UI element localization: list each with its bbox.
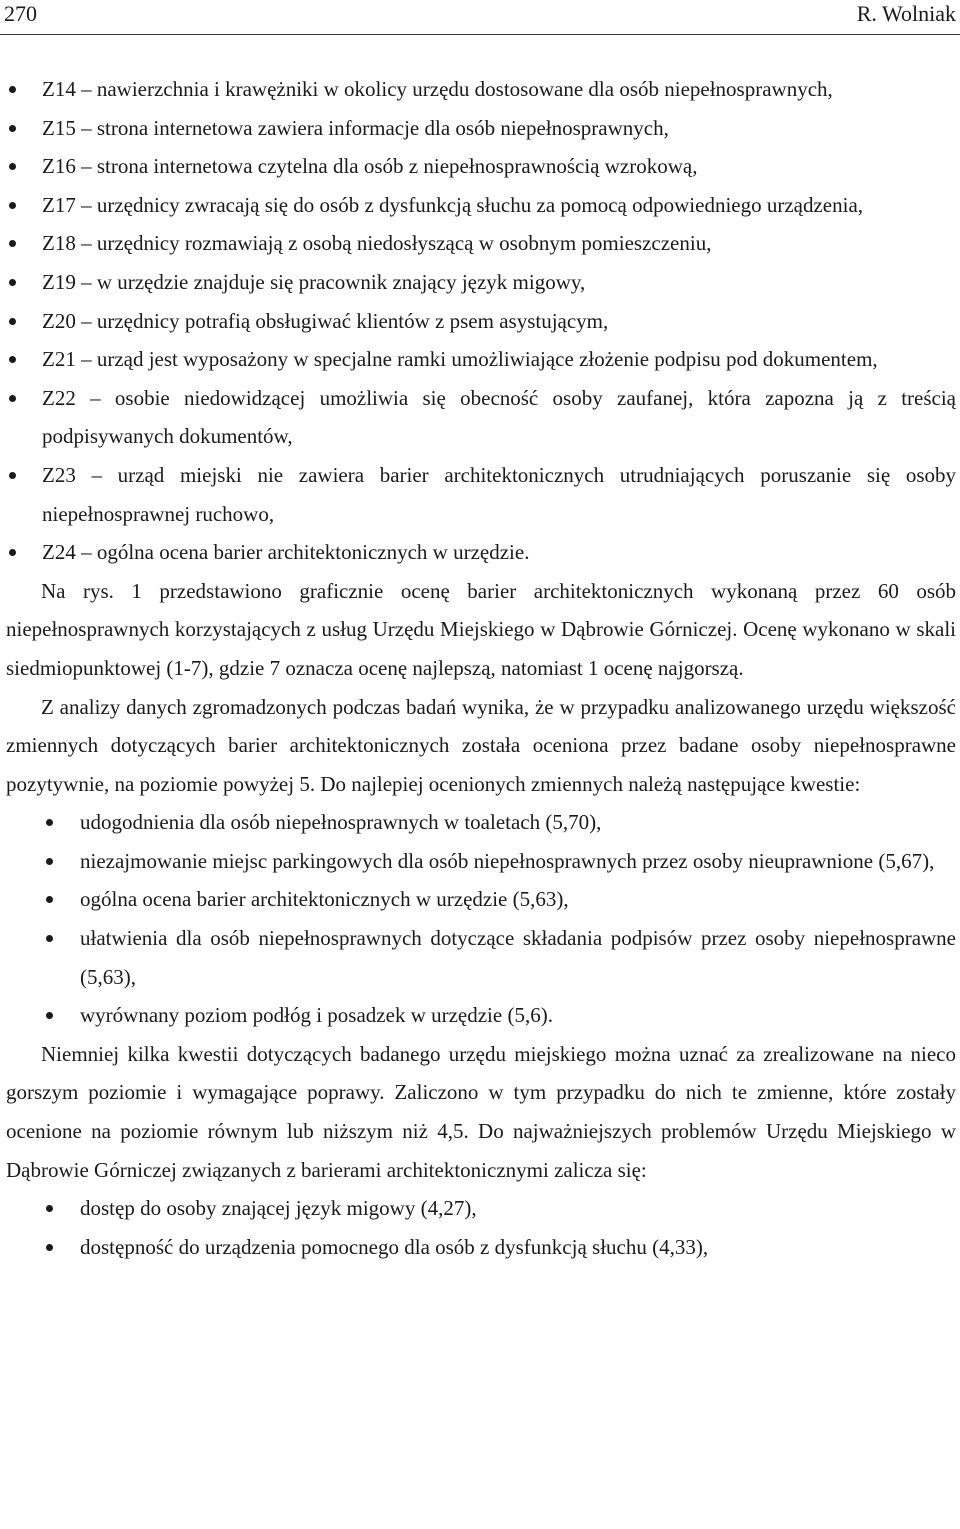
- body-paragraph: Niemniej kilka kwestii dotyczących badanego urzędu miejskiego można uznać za zrealizowane na nieco gorszym poziomie i wymagające poprawy. Zaliczono w tym przypadku do nich te zmienne, które zostały ocenione na poziomie równym lub niższym niż 4,5. Do najważniejszych problemów Urzędu Miejskiego w Dąbrowie Górniczej związanych z barierami architektonicznymi zalicza się:: [6, 1041, 956, 1182]
- list-item: dostępność do urządzenia pomocnego dla osób z dysfunkcją słuchu (4,33),: [6, 1228, 956, 1267]
- body-paragraph: Na rys. 1 przedstawiono graficznie ocenę barier architektonicznych wykonaną przez 60 osób niepełnosprawnych korzystających z usług Urzędu Miejskiego w Dąbrowie Górniczej. Ocenę wykonano w skali siedmiopunktowej (1-7), gdzie 7 oznacza ocenę najlepszą, natomiast 1 ocenę najgorszą.: [6, 578, 956, 680]
- list-item: Z17 – urzędnicy zwracają się do osób z dysfunkcją słuchu za pomocą odpowiedniego urządzenia,: [6, 186, 956, 225]
- list-item: niezajmowanie miejsc parkingowych dla osób niepełnosprawnych przez osoby nieuprawnione (5,67),: [6, 842, 956, 881]
- list-item: udogodnienia dla osób niepełnosprawnych w toaletach (5,70),: [6, 803, 956, 842]
- list-item: Z16 – strona internetowa czytelna dla osób z niepełnosprawnością wzrokową,: [6, 147, 956, 186]
- best-rated-list: [6, 803, 956, 1035]
- page-header: [0, 0, 960, 35]
- list-item: Z24 – ogólna ocena barier architektonicznych w urzędzie.: [6, 533, 956, 572]
- list-item: ogólna ocena barier architektonicznych w urzędzie (5,63),: [6, 880, 956, 919]
- list-item: dostęp do osoby znającej język migowy (4,27),: [6, 1189, 956, 1228]
- body-paragraph: Z analizy danych zgromadzonych podczas badań wynika, że w przypadku analizowanego urzędu większość zmiennych dotyczących barier architektonicznych została oceniona przez badane osoby niepełnosprawne pozytywnie, na poziomie powyżej 5. Do najlepiej ocenionych zmiennych należą następujące kwestie:: [6, 694, 956, 796]
- list-item: Z20 – urzędnicy potrafią obsługiwać klientów z psem asystującym,: [6, 302, 956, 341]
- page-number: 270: [4, 1, 37, 26]
- list-item: Z23 – urząd miejski nie zawiera barier architektonicznych utrudniających poruszanie się osoby niepełnosprawnej ruchowo,: [6, 456, 956, 533]
- list-item: Z19 – w urzędzie znajduje się pracownik znający język migowy,: [6, 263, 956, 302]
- variables-list: [6, 70, 956, 572]
- worst-rated-list: [6, 1189, 956, 1266]
- list-item: Z22 – osobie niedowidzącej umożliwia się obecność osoby zaufanej, która zapozna ją z treścią podpisywanych dokumentów,: [6, 379, 956, 456]
- list-item: Z18 – urzędnicy rozmawiają z osobą niedosłyszącą w osobnym pomieszczeniu,: [6, 224, 956, 263]
- running-head-author: R. Wolniak: [856, 1, 956, 26]
- page-body: [6, 70, 956, 1266]
- list-item: Z21 – urząd jest wyposażony w specjalne ramki umożliwiające złożenie podpisu pod dokumentem,: [6, 340, 956, 379]
- list-item: ułatwienia dla osób niepełnosprawnych dotyczące składania podpisów przez osoby niepełnosprawne (5,63),: [6, 919, 956, 996]
- list-item: wyrównany poziom podłóg i posadzek w urzędzie (5,6).: [6, 996, 956, 1035]
- list-item: Z14 – nawierzchnia i krawężniki w okolicy urzędu dostosowane dla osób niepełnosprawnych,: [6, 70, 956, 109]
- list-item: Z15 – strona internetowa zawiera informacje dla osób niepełnosprawnych,: [6, 109, 956, 148]
